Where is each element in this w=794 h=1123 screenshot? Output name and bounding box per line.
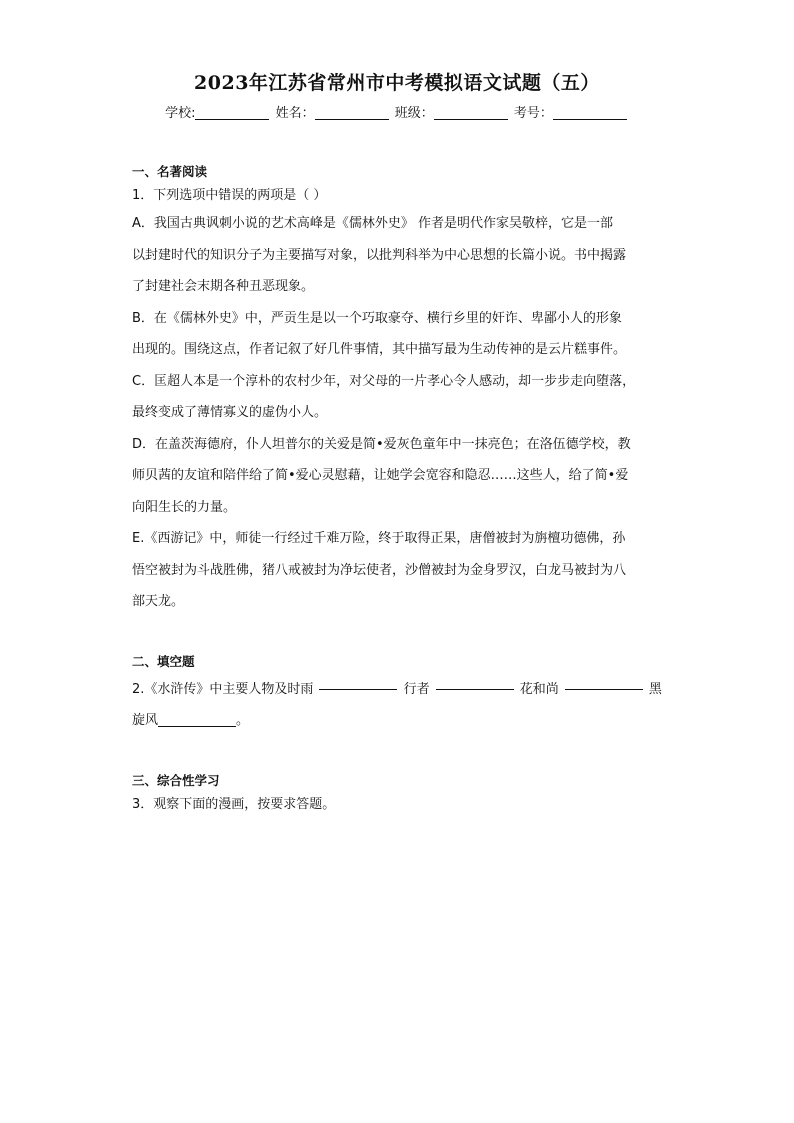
- option-e-line-1: E.《西游记》中，师徒一行经过千难万险，终于取得正果，唐僧被封为旃檀功德佛，孙: [132, 531, 626, 546]
- name-label: 姓名：: [275, 106, 315, 121]
- page-title: 2023年江苏省常州市中考模拟语文试题（五）: [194, 72, 600, 94]
- exam-number-blank[interactable]: [553, 105, 627, 120]
- option-e-line-3: 部天龙。: [132, 594, 185, 609]
- option-e-line-2: 悟空被封为斗战胜佛，猪八戒被封为净坛使者，沙僧被封为金身罗汉，白龙马被封为八: [132, 562, 627, 578]
- q2-text-2: 行者: [403, 681, 430, 697]
- name-blank[interactable]: [315, 105, 389, 120]
- q2-text-3: 花和尚: [519, 681, 559, 697]
- q2-blank-1[interactable]: [319, 674, 397, 690]
- section-3-title: 三、综合性学习: [132, 772, 220, 788]
- option-c-line-1: C．匡超人本是一个淳朴的农村少年，对父母的一片孝心令人感动，却一步步走向堕落，: [132, 373, 636, 389]
- option-d-line-2: 师贝茜的友谊和陪伴给了简•爱心灵慰藉，让她学会宽容和隐忍……这些人，给了简•爱: [132, 468, 629, 483]
- q2-text-1: 2.《水浒传》中主要人物及时雨: [132, 681, 314, 697]
- question-3-stem: 3．观察下面的漫画，按要求答题。: [132, 796, 336, 812]
- option-d-line-3: 向阳生长的力量。: [132, 499, 237, 515]
- school-blank[interactable]: [195, 105, 269, 120]
- student-info-row: [0, 102, 794, 121]
- q2-blank-4[interactable]: [158, 711, 236, 727]
- option-c-line-2: 最终变成了薄情寡义的虚伪小人。: [132, 405, 328, 420]
- class-label: 班级：: [394, 106, 434, 121]
- option-b-line-1: B．在《儒林外史》中，严贡生是以一个巧取豪夺、横行乡里的奸诈、卑鄙小人的形象: [132, 310, 622, 326]
- question-2-line-1: [132, 674, 662, 706]
- q2-blank-2[interactable]: [436, 674, 514, 690]
- section-2-title: 二、填空题: [132, 653, 195, 669]
- exam-content: [132, 160, 662, 817]
- option-d-line-1: D．在盖茨海德府，仆人坦普尔的关爱是简•爱灰色童年中一抹亮色；在洛伍德学校，教: [132, 436, 631, 452]
- option-a-line-2: 以封建时代的知识分子为主要描写对象，以批判科举为中心思想的长篇小说。书中揭露: [132, 247, 627, 263]
- option-b-line-2: 出现的。围绕这点，作者记叙了好几件事情，其中描写最为生动传神的是云片糕事件。: [132, 342, 627, 357]
- q2-text-4: 黑: [648, 681, 662, 697]
- class-blank[interactable]: [434, 105, 508, 120]
- q2-blank-3[interactable]: [565, 674, 643, 690]
- question-2-line-2: [132, 705, 662, 737]
- option-a-line-3: 了封建社会末期各种丑恶现象。: [132, 279, 315, 294]
- section-spacer-2: [132, 737, 662, 769]
- exam-number-label: 考号：: [513, 106, 553, 121]
- school-label: 学校:: [165, 106, 196, 121]
- section-1-title: 一、名著阅读: [132, 164, 208, 179]
- section-spacer: [132, 618, 662, 650]
- q2-text-5: 旋风: [132, 713, 159, 728]
- option-a-line-1: A．我国古典讽刺小说的艺术高峰是《儒林外史》 作者是明代作家吴敬梓，它是一部: [132, 216, 614, 231]
- question-1-stem: 1．下列选项中错误的两项是（ ）: [132, 188, 327, 203]
- q2-text-6: 。: [236, 713, 250, 728]
